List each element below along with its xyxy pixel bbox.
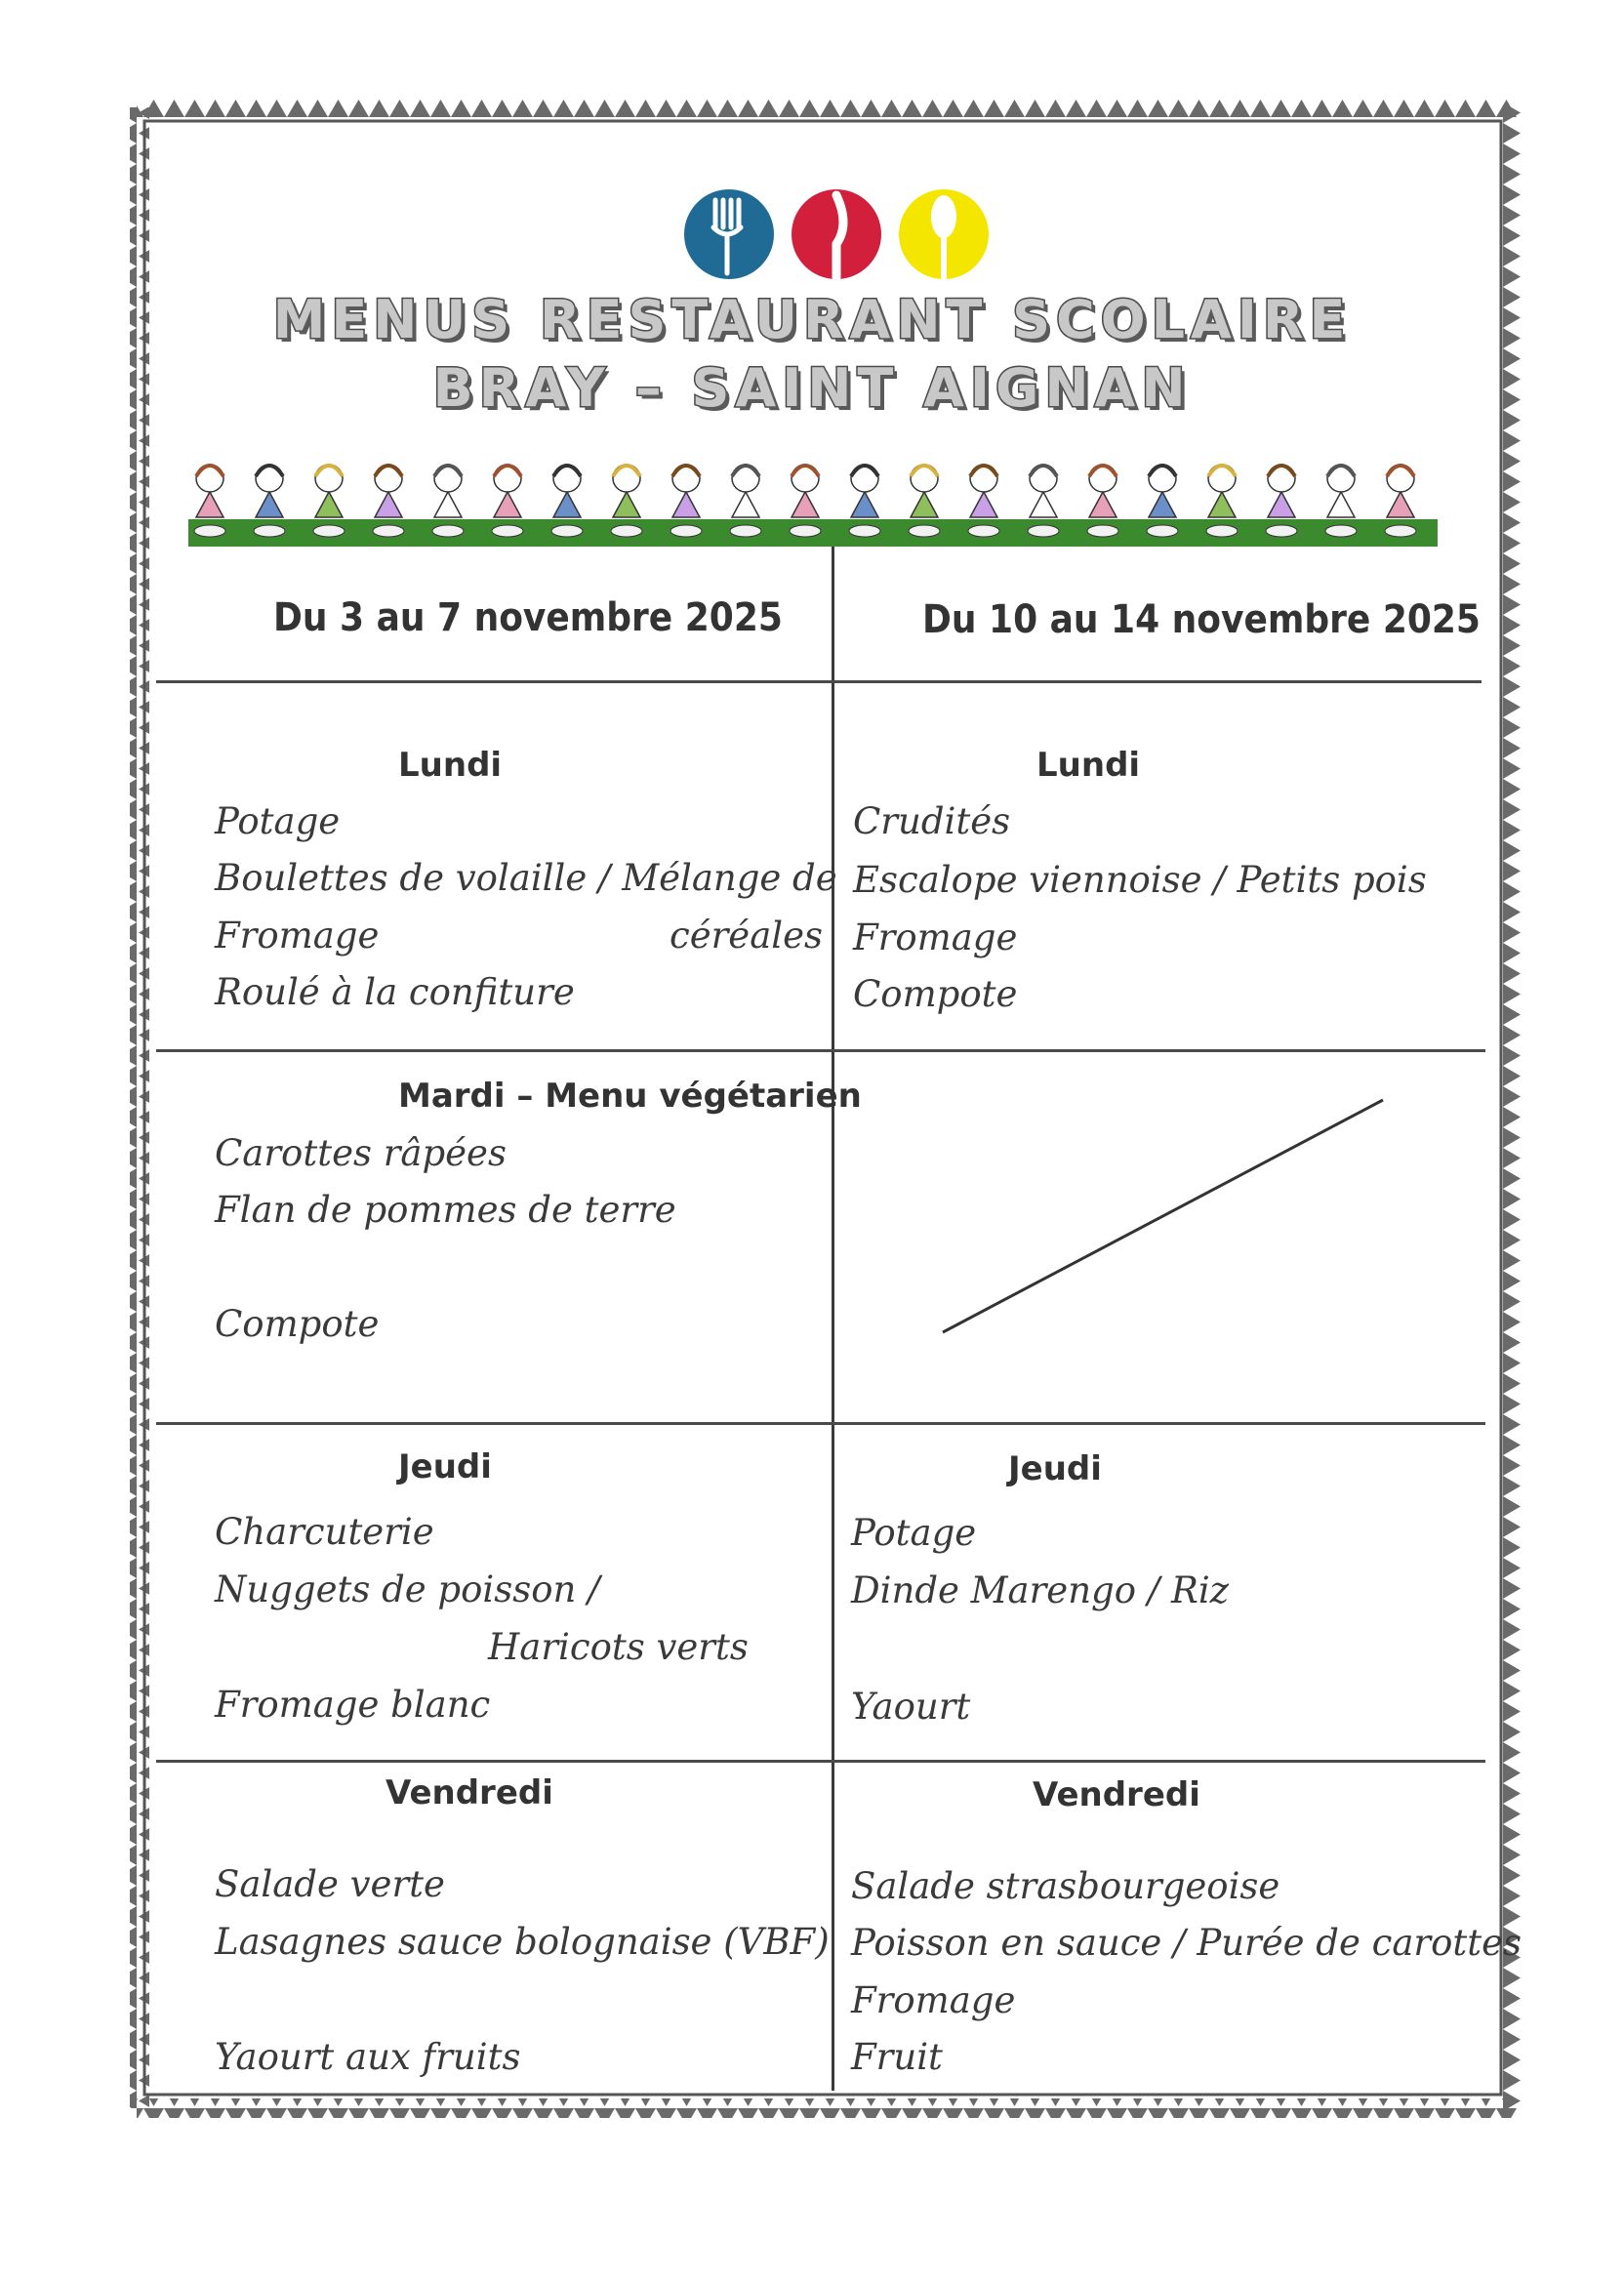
menu-item: Dinde Marengo / Riz [851,1569,1230,1611]
menu-item: Yaourt [851,1686,971,1728]
day-title-lundi-week2: Lundi [1036,746,1141,785]
menu-item: Poisson en sauce / Purée de carottes [851,1922,1522,1964]
menu-item: Potage [851,1512,977,1554]
divider-jeudi [156,1760,1485,1763]
title-line-1: MENUS RESTAURANT SCOLAIRE [272,289,1352,350]
title-line-2: BRAY – SAINT AIGNAN [432,357,1192,419]
menu-item: Lasagnes sauce bolognaise (VBF) [215,1921,830,1963]
children-illustration [188,451,1438,549]
menu-item: Fromage [215,915,380,957]
menu-item: Fromage [853,916,1018,958]
menu-item: Fruit [851,2036,943,2078]
divider-lundi [156,1049,1485,1052]
divider-header [156,680,1482,683]
spoon-icon [899,189,989,279]
menu-item: Flan de pommes de terre [215,1189,676,1231]
menu-item: Compote [853,973,1018,1015]
day-title-vendredi-week2: Vendredi [1033,1775,1200,1814]
day-title-mardi-week1: Mardi – Menu végétarien [398,1077,862,1116]
menu-item: Haricots verts [488,1626,749,1668]
menu-item: Fromage blanc [215,1684,491,1726]
menu-item: Escalope viennoise / Petits pois [853,859,1427,901]
menu-item: Carottes râpées [215,1132,507,1174]
column-divider [832,547,834,2091]
menu-item: Boulettes de volaille / Mélange de [215,857,837,899]
menu-item: Fromage [851,1979,1016,2021]
fork-icon [684,189,774,279]
menu-item: Roulé à la confiture [215,971,575,1013]
menu-item: Salade strasbourgeoise [851,1865,1280,1907]
day-title-vendredi-week1: Vendredi [386,1773,553,1812]
menu-item: Nuggets de poisson / [215,1568,600,1610]
menu-item: Compote [215,1303,380,1345]
week-1-label: Du 3 au 7 novembre 2025 [273,595,783,640]
knife-icon [792,189,881,279]
logo [0,0,1624,293]
menu-item: Salade verte [215,1863,445,1905]
day-title-jeudi-week2: Jeudi [1008,1449,1102,1488]
day-title-jeudi-week1: Jeudi [398,1447,492,1486]
menu-item: céréales [670,915,823,957]
day-title-lundi-week1: Lundi [398,746,503,785]
menu-item: Yaourt aux fruits [215,2036,521,2078]
menu-item: Potage [215,800,341,842]
menu-item: Crudités [853,800,1011,842]
menu-item: Charcuterie [215,1511,434,1553]
divider-mardi [156,1422,1485,1425]
week-2-label: Du 10 au 14 novembre 2025 [922,597,1481,642]
